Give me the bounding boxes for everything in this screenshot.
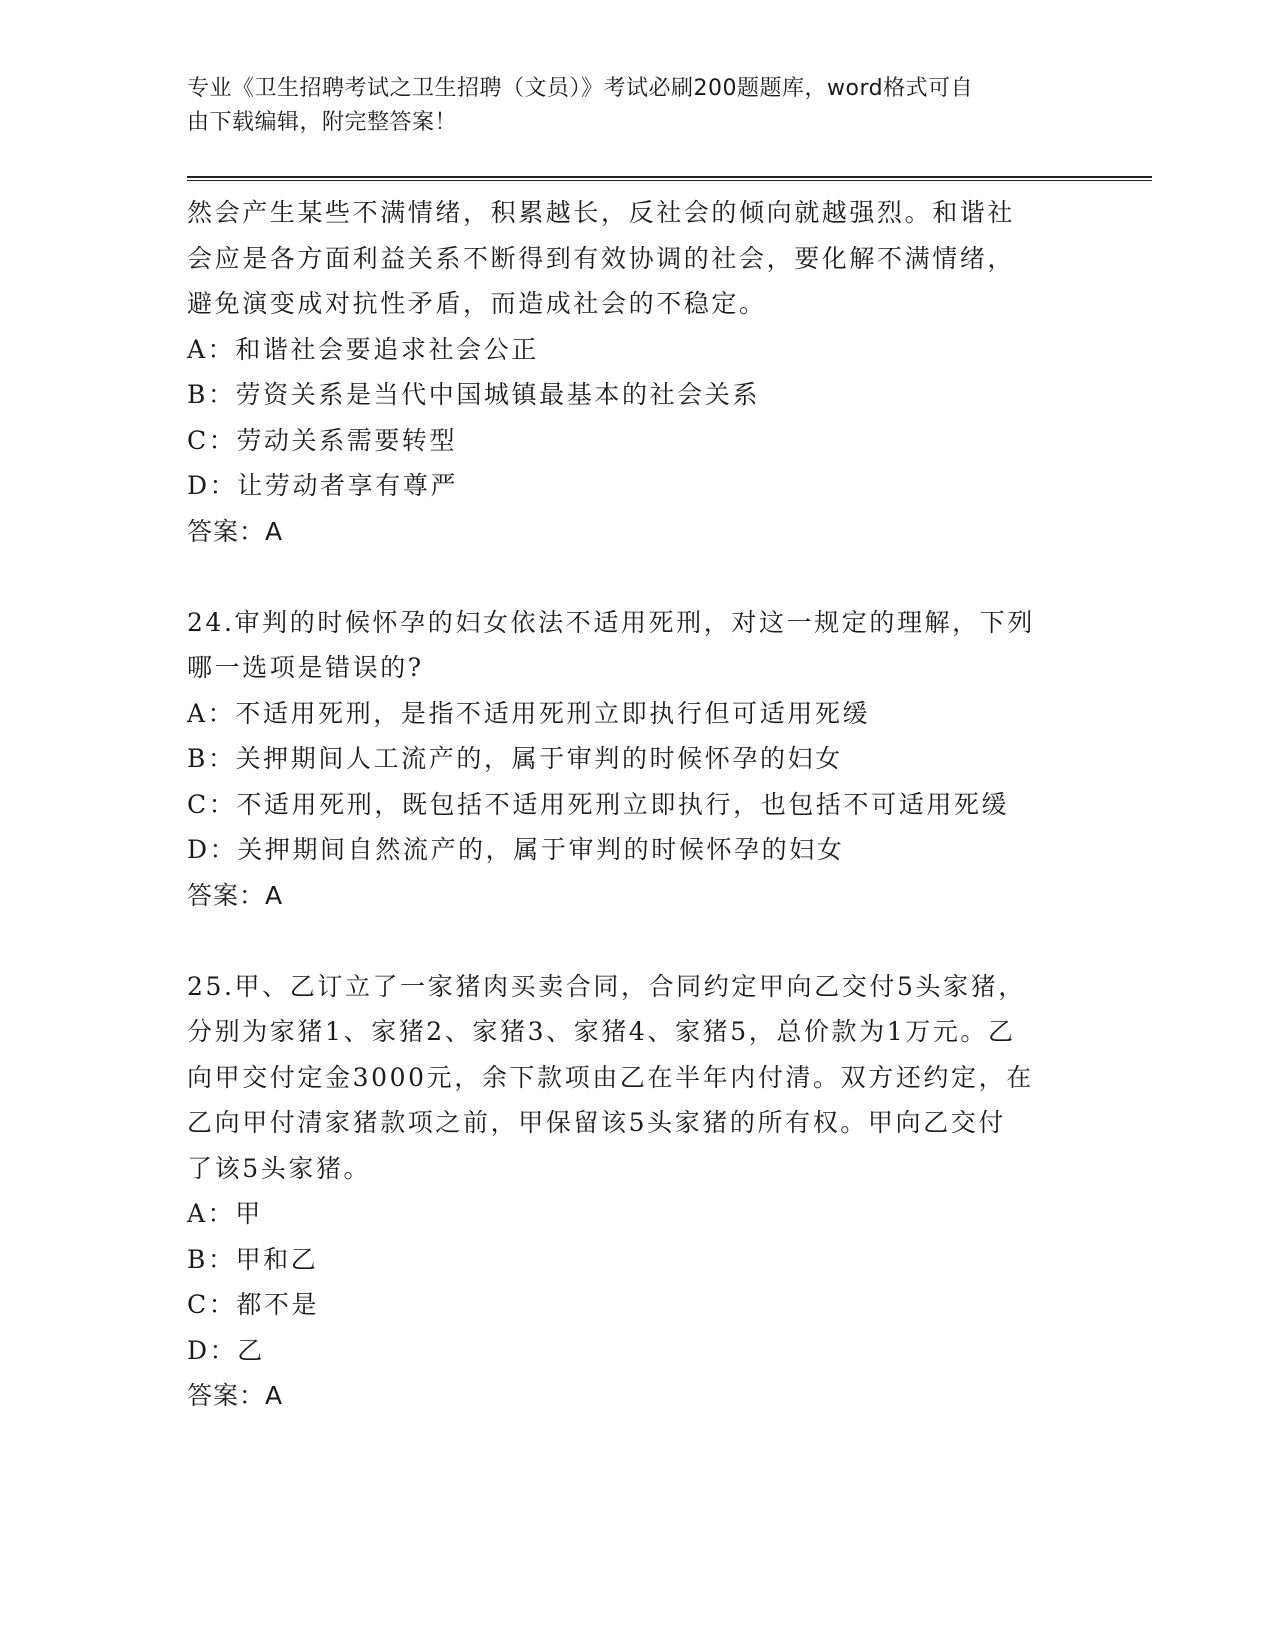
option-c: C：劳动关系需要转型 <box>187 425 458 455</box>
answer-line: 答案：A <box>187 516 284 546</box>
question-stem-line: 向甲交付定金3000元，余下款项由乙在半年内付清。双方还约定，在 <box>187 1062 1034 1092</box>
document-header <box>187 72 1067 140</box>
spacer <box>187 918 1087 964</box>
option-c: C：不适用死刑，既包括不适用死刑立即执行，也包括不可适用死缓 <box>187 789 1010 819</box>
option-a: A：甲 <box>187 1199 263 1228</box>
option-a: A：不适用死刑，是指不适用死刑立即执行但可适用死缓 <box>187 698 871 728</box>
question-stem-line: 哪一选项是错误的? <box>187 653 424 682</box>
question-stem-line: 会应是各方面利益关系不断得到有效协调的社会，要化解不满情绪， <box>187 243 1016 273</box>
header-line-2: 由下载编辑，附完整答案！ <box>187 110 458 135</box>
option-b: B：劳资关系是当代中国城镇最基本的社会关系 <box>187 380 760 409</box>
question-stem-line: 分别为家猪1、家猪2、家猪3、家猪4、家猪5，总价款为1万元。乙 <box>187 1017 1016 1046</box>
question-stem-line: 24.审判的时候怀孕的妇女依法不适用死刑，对这一规定的理解，下列 <box>187 607 1035 637</box>
question-stem-line: 然会产生某些不满情绪，积累越长，反社会的倾向就越强烈。和谐社 <box>187 198 1016 227</box>
question-stem-line: 了该5头家猪。 <box>187 1153 372 1183</box>
answer-line: 答案：A <box>187 1381 284 1410</box>
option-d: D：让劳动者享有尊严 <box>187 471 459 500</box>
question-25 <box>187 964 1087 1419</box>
answer-line: 答案：A <box>187 880 284 910</box>
header-line-1: 专业《卫生招聘考试之卫生招聘（文员）》考试必刷200题题库，word格式可自 <box>187 76 974 101</box>
question-prev <box>187 190 1087 554</box>
question-24 <box>187 600 1087 919</box>
option-b: B：关押期间人工流产的，属于审判的时候怀孕的妇女 <box>187 744 843 773</box>
option-d: D：关押期间自然流产的，属于审判的时候怀孕的妇女 <box>187 835 845 864</box>
document-body <box>187 190 1087 1419</box>
question-stem-line: 乙向甲付清家猪款项之前，甲保留该5头家猪的所有权。甲向乙交付 <box>187 1108 1006 1137</box>
question-stem-line: 避免演变成对抗性矛盾，而造成社会的不稳定。 <box>187 289 767 318</box>
option-c: C：都不是 <box>187 1290 320 1319</box>
option-d: D：乙 <box>187 1335 265 1365</box>
option-a: A：和谐社会要追求社会公正 <box>187 334 539 364</box>
spacer <box>187 554 1087 600</box>
option-b: B：甲和乙 <box>187 1244 319 1274</box>
header-divider <box>187 176 1152 181</box>
question-stem-line: 25.甲、乙订立了一家猪肉买卖合同，合同约定甲向乙交付5头家猪， <box>187 971 1026 1001</box>
